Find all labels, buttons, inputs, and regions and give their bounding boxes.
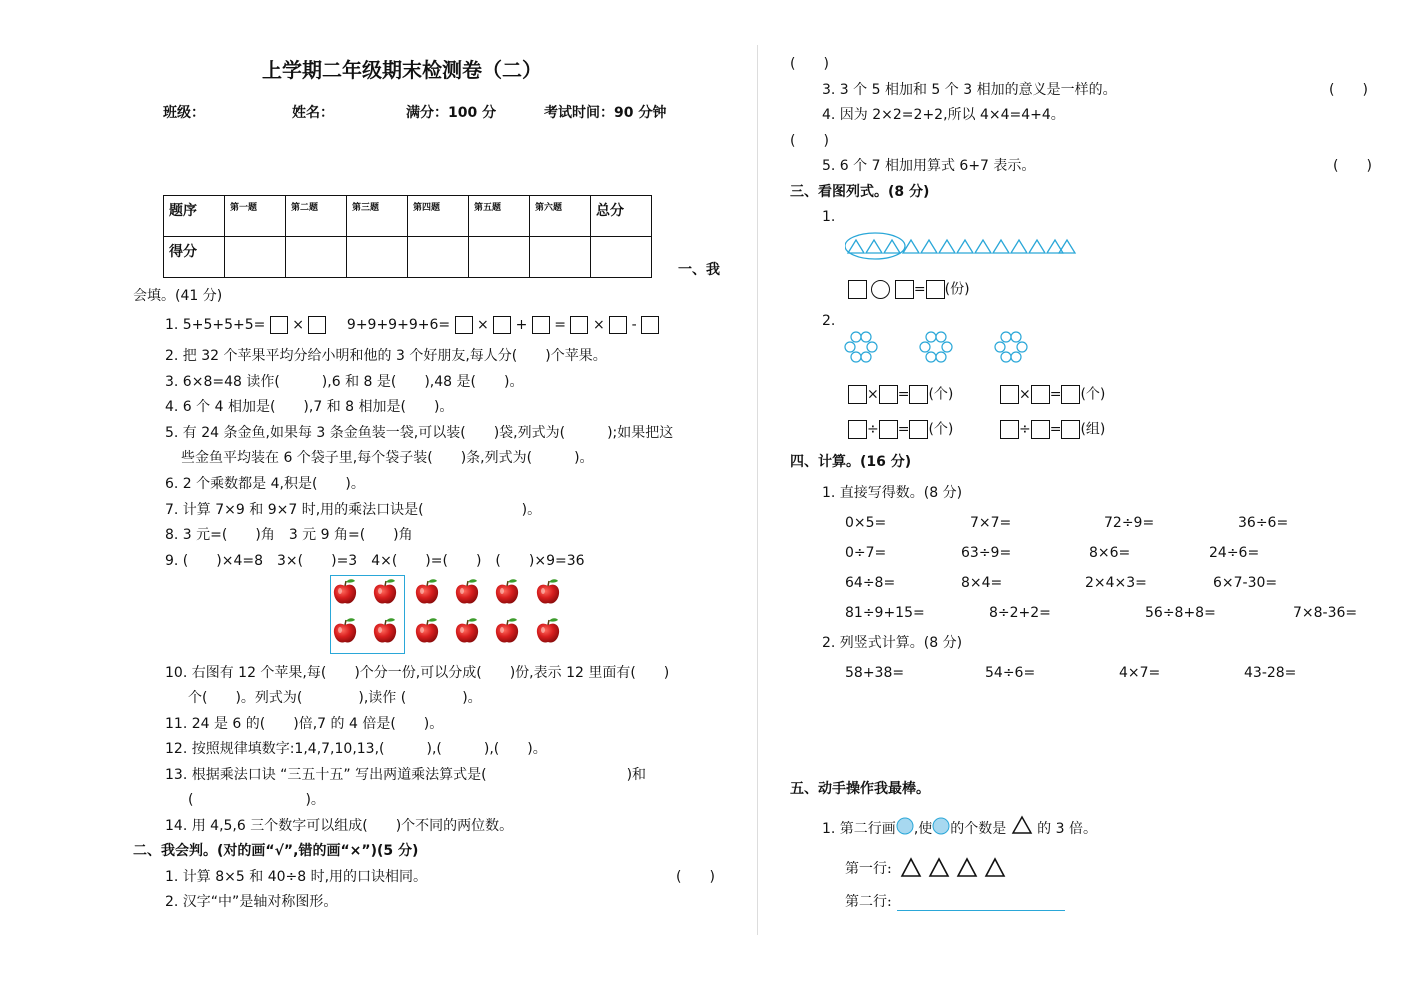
score-header-q4: 第四题 — [408, 196, 469, 237]
section4-heading: 四、计算。(16 分) — [790, 454, 912, 470]
answer-box[interactable] — [848, 385, 867, 404]
calc-item: 0×5= — [845, 515, 887, 531]
question-10a: 10. 右图有 12 个苹果,每( )个分一份,可以分成( )份,表示 12 里面有( ) — [165, 665, 670, 681]
section5-heading: 五、动手操作我最棒。 — [790, 781, 930, 797]
unit-label: (个) — [928, 386, 954, 403]
drawing-line[interactable] — [897, 910, 1065, 911]
row2-label: 第二行: — [845, 894, 892, 910]
question-5a: 5. 有 24 条金鱼,如果每 3 条金鱼装一袋,可以装( )袋,列式为( );如果把这 — [165, 425, 674, 441]
times-sign: × — [292, 317, 304, 333]
equals-sign: = — [897, 421, 910, 438]
calc-item: 8÷2+2= — [989, 605, 1051, 621]
score-row-label: 得分 — [164, 237, 225, 278]
divide-sign: ÷ — [1019, 421, 1031, 438]
s5-q1-text-b: ,使 — [913, 821, 933, 837]
times-sign: × — [867, 386, 879, 403]
answer-box[interactable] — [455, 316, 473, 334]
triangle-icon — [930, 859, 948, 876]
times-sign: × — [477, 317, 489, 333]
score-header-q3: 第三题 — [347, 196, 408, 237]
answer-box[interactable] — [895, 280, 914, 299]
calc-item: 0÷7= — [845, 545, 887, 561]
s3-q1-label: 1. — [822, 209, 836, 225]
equals-sign: = — [554, 317, 567, 333]
equals-sign: = — [913, 281, 926, 298]
calc-item: 24÷6= — [1209, 545, 1260, 561]
judge-5-paren[interactable]: ( ) — [1333, 158, 1372, 174]
calc-item: 7×8-36= — [1293, 605, 1358, 621]
score-header-order: 题序 — [164, 196, 225, 237]
apple-icon — [372, 578, 398, 606]
s3-q2-eq4 — [1000, 420, 1105, 439]
calc-item: 72÷9= — [1104, 515, 1155, 531]
answer-box[interactable] — [879, 420, 898, 439]
score-cell[interactable] — [225, 237, 286, 278]
question-2: 2. 把 32 个苹果平均分给小明和他的 3 个好朋友,每人分( )个苹果。 — [165, 348, 607, 364]
question-13a: 13. 根据乘法口诀 “三五十五” 写出两道乘法算式是( )和 — [165, 767, 647, 783]
operator-circle[interactable] — [871, 280, 890, 299]
calc-item: 56÷8+8= — [1145, 605, 1216, 621]
answer-box[interactable] — [1061, 420, 1080, 439]
divide-sign: ÷ — [867, 421, 879, 438]
vertical-calc-item: 43-28= — [1244, 665, 1297, 681]
apple-icon — [494, 617, 520, 645]
page-title: 上学期二年级期末检测卷（二） — [262, 58, 542, 82]
s3-q2-eq1 — [848, 385, 953, 404]
question-9: 9. ( )×4=8 3×( )=3 4×( )=( ) ( )×9=36 — [165, 553, 585, 569]
apple-grid — [330, 575, 570, 655]
judge-2: 2. 汉字“中”是轴对称图形。 — [165, 894, 338, 910]
triangle-icon — [921, 240, 937, 253]
judge-4-paren[interactable]: ( ) — [790, 133, 829, 149]
score-cell[interactable] — [591, 237, 652, 278]
question-7: 7. 计算 7×9 和 9×7 时,用的乘法口诀是( )。 — [165, 502, 542, 518]
triangle-icon — [975, 240, 991, 253]
calc-item: 7×7= — [970, 515, 1012, 531]
unit-label: (个) — [1080, 386, 1106, 403]
triangle-icon — [866, 240, 882, 253]
score-cell[interactable] — [347, 237, 408, 278]
answer-box[interactable] — [848, 420, 867, 439]
answer-box[interactable] — [1061, 385, 1080, 404]
class-label: 班级： — [163, 105, 205, 121]
calc-item: 63÷9= — [961, 545, 1012, 561]
row1-label: 第一行: — [845, 861, 892, 877]
calc-item: 64÷8= — [845, 575, 896, 591]
score-header-q2: 第二题 — [286, 196, 347, 237]
s5-q1-text-a: 1. 第二行画 — [822, 821, 896, 837]
section1-heading-a: 一、我 — [678, 262, 720, 278]
triangle-icon — [986, 859, 1004, 876]
times-sign: × — [592, 317, 605, 333]
question-4: 4. 6 个 4 相加是( ),7 和 8 相加是( )。 — [165, 399, 454, 415]
question-6: 6. 2 个乘数都是 4,积是( )。 — [165, 476, 365, 492]
answer-box[interactable] — [848, 280, 867, 299]
judge-3-paren[interactable]: ( ) — [1329, 82, 1368, 98]
answer-box[interactable] — [1000, 420, 1019, 439]
calc-item: 81÷9+15= — [845, 605, 925, 621]
circle-cluster — [920, 332, 952, 362]
times-sign: × — [1019, 386, 1031, 403]
score-cell[interactable] — [408, 237, 469, 278]
apple-icon — [372, 617, 398, 645]
q1-expr-a: 1. 5+5+5+5= — [165, 317, 266, 333]
section2-heading: 二、我会判。(对的画“√”,错的画“×”)(5 分) — [133, 843, 419, 859]
circle-cluster-figure — [843, 330, 1043, 370]
s5-q1-text-c: 的个数是 — [950, 821, 1007, 837]
question-12: 12. 按照规律填数字:1,4,7,10,13,( ),( ),( )。 — [165, 741, 547, 757]
judge-4: 4. 因为 2×2=2+2,所以 4×4=4+4。 — [822, 107, 1065, 123]
equals-sign: = — [1049, 421, 1062, 438]
triangle-icon — [1029, 240, 1045, 253]
calc-item: 36÷6= — [1238, 515, 1289, 531]
s3-q2-eq3 — [848, 420, 953, 439]
row1-triangles — [900, 855, 1010, 879]
vertical-calc-item: 58+38= — [845, 665, 905, 681]
triangle-icon — [958, 859, 976, 876]
apple-icon — [494, 578, 520, 606]
score-table — [163, 195, 652, 278]
unit-label: (份) — [944, 281, 970, 298]
score-cell[interactable] — [469, 237, 530, 278]
question-10b: 个( )。列式为( ),读作 ( )。 — [188, 690, 482, 706]
section1-heading-b: 会填。(41 分) — [133, 288, 223, 304]
section3-heading: 三、看图列式。(8 分) — [790, 184, 930, 200]
equals-sign: = — [897, 386, 910, 403]
unit-label: (组) — [1080, 421, 1106, 438]
answer-box[interactable] — [532, 316, 550, 334]
blue-circle-icon — [896, 817, 914, 835]
s5-q1-text-d: 的 3 倍。 — [1037, 821, 1097, 837]
apple-icon — [454, 578, 480, 606]
calc-item: 6×7-30= — [1213, 575, 1278, 591]
apple-icon — [332, 578, 358, 606]
triangle-icon — [884, 240, 900, 253]
blue-circle-icon — [932, 817, 950, 835]
equals-sign: = — [1049, 386, 1062, 403]
triangle-icon — [848, 240, 864, 253]
triangle-icon — [902, 859, 920, 876]
question-13b: ( )。 — [188, 792, 325, 808]
vertical-calc-item: 54÷6= — [985, 665, 1036, 681]
answer-box[interactable] — [879, 385, 898, 404]
s4-sub1: 1. 直接写得数。(8 分) — [822, 485, 963, 501]
s4-sub2: 2. 列竖式计算。(8 分) — [822, 635, 963, 651]
answer-box[interactable] — [909, 385, 928, 404]
name-label: 姓名： — [292, 105, 334, 121]
q1-line — [165, 316, 659, 334]
answer-box[interactable] — [609, 316, 627, 334]
triangle-icon — [939, 240, 955, 253]
apple-icon — [535, 617, 561, 645]
circle-cluster — [845, 332, 877, 362]
calc-item: 2×4×3= — [1085, 575, 1147, 591]
s3-q2-label: 2. — [822, 313, 836, 329]
answer-box[interactable] — [641, 316, 659, 334]
apple-icon — [414, 617, 440, 645]
score-cell[interactable] — [530, 237, 591, 278]
judge-1: 1. 计算 8×5 和 40÷8 时,用的口诀相同。 — [165, 869, 428, 885]
score-cell[interactable] — [286, 237, 347, 278]
judge-3: 3. 3 个 5 相加和 5 个 3 相加的意义是一样的。 — [822, 82, 1117, 98]
answer-box[interactable] — [570, 316, 588, 334]
unit-label: (个) — [928, 421, 954, 438]
circle-cluster — [995, 332, 1027, 362]
triangle-row-figure — [845, 232, 1080, 262]
answer-box[interactable] — [270, 316, 288, 334]
judge-2-paren[interactable]: ( ) — [790, 56, 829, 72]
calc-item: 8×4= — [961, 575, 1003, 591]
judge-1-paren[interactable]: ( ) — [676, 869, 715, 885]
question-11: 11. 24 是 6 的( )倍,7 的 4 倍是( )。 — [165, 716, 444, 732]
question-5b: 些金鱼平均装在 6 个袋子里,每个袋子装( )条,列式为( )。 — [181, 450, 594, 466]
answer-box[interactable] — [308, 316, 326, 334]
apple-icon — [332, 617, 358, 645]
triangle-icon — [1011, 815, 1033, 835]
q1-expr-b: 9+9+9+9+6= — [346, 317, 451, 333]
apple-icon — [535, 578, 561, 606]
score-header-q5: 第五题 — [469, 196, 530, 237]
answer-box[interactable] — [1000, 385, 1019, 404]
s5-q1 — [822, 815, 1097, 839]
minus-sign: - — [631, 317, 637, 333]
answer-box[interactable] — [926, 280, 945, 299]
column-divider — [757, 45, 758, 935]
answer-box[interactable] — [1031, 420, 1050, 439]
apple-icon — [454, 617, 480, 645]
s3-q2-eq2 — [1000, 385, 1105, 404]
answer-box[interactable] — [1031, 385, 1050, 404]
triangle-icon — [1011, 240, 1027, 253]
apple-icon — [414, 578, 440, 606]
question-14: 14. 用 4,5,6 三个数字可以组成( )个不同的两位数。 — [165, 818, 514, 834]
vertical-calc-item: 4×7= — [1119, 665, 1161, 681]
exam-time-label: 考试时间：90 分钟 — [544, 105, 667, 121]
answer-box[interactable] — [493, 316, 511, 334]
question-8: 8. 3 元=( )角 3 元 9 角=( )角 — [165, 527, 413, 543]
answer-box[interactable] — [909, 420, 928, 439]
calc-item: 8×6= — [1089, 545, 1131, 561]
score-header-q1: 第一题 — [225, 196, 286, 237]
judge-5: 5. 6 个 7 相加用算式 6+7 表示。 — [822, 158, 1036, 174]
score-header-total: 总分 — [591, 196, 652, 237]
score-header-q6: 第六题 — [530, 196, 591, 237]
s3-q1-equation — [848, 280, 970, 299]
question-3: 3. 6×8=48 读作( ),6 和 8 是( ),48 是( )。 — [165, 374, 524, 390]
full-score-label: 满分：100 分 — [406, 105, 497, 121]
plus-sign: + — [515, 317, 528, 333]
triangle-icon — [957, 240, 973, 253]
triangle-icon — [993, 240, 1009, 253]
